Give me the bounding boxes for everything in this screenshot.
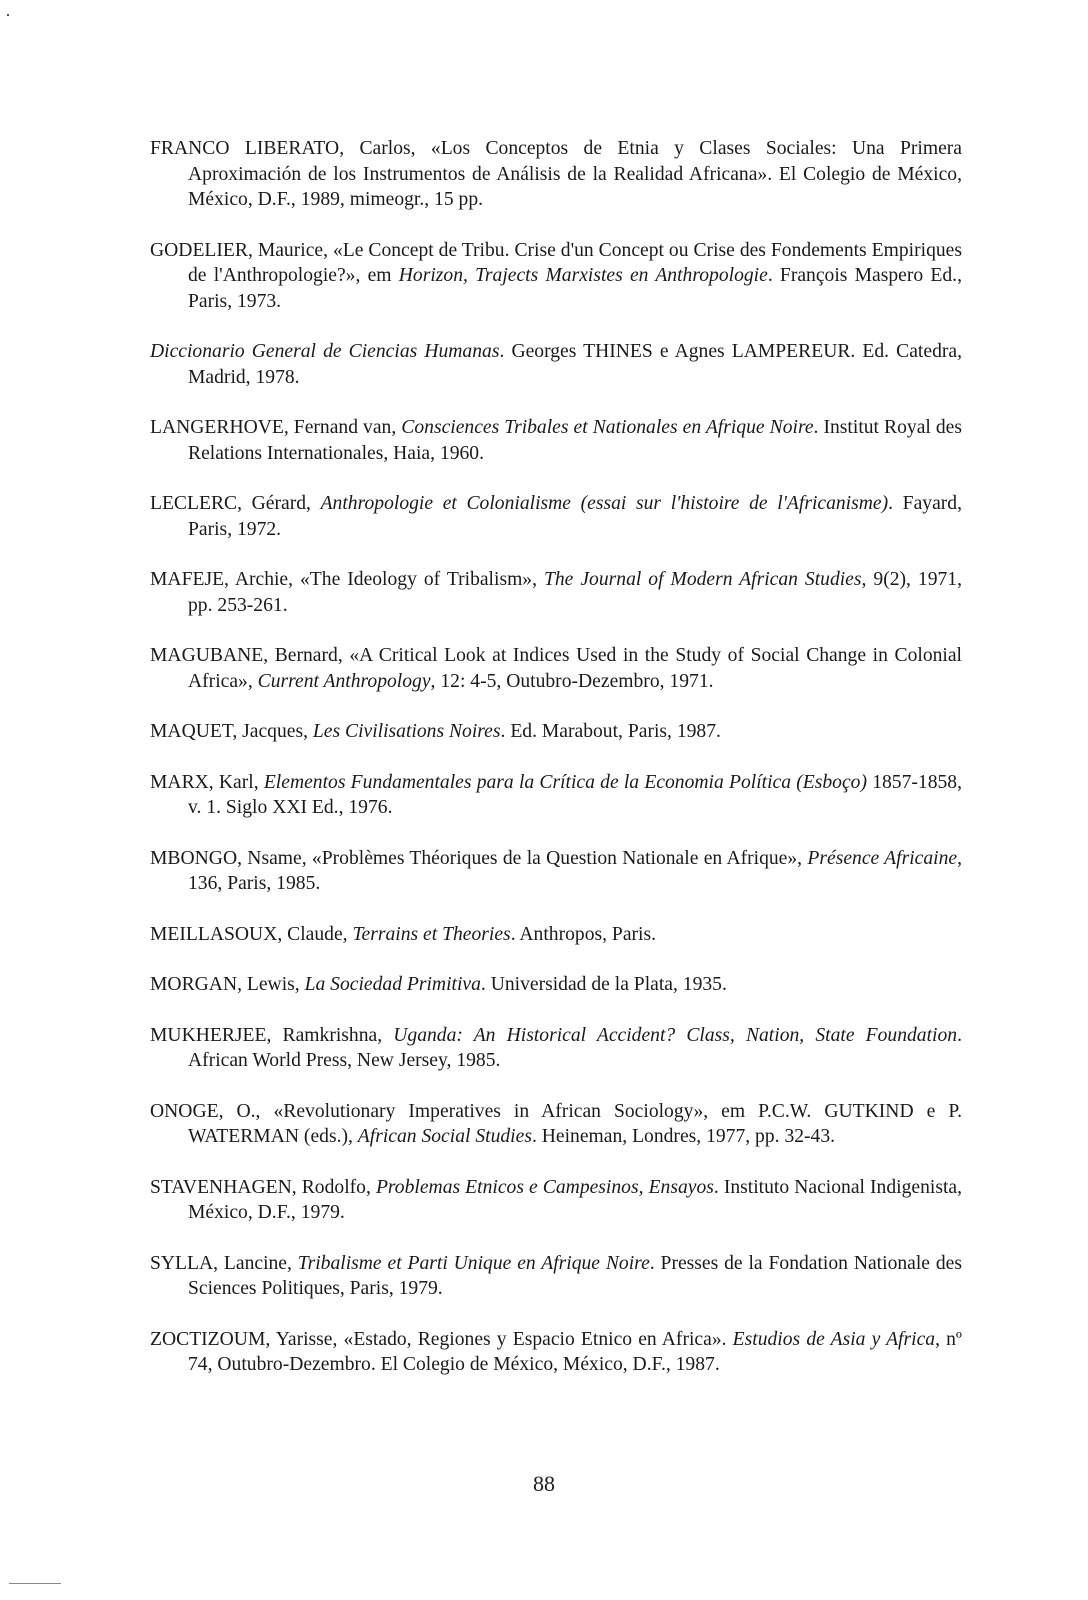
entry-details: . Fayard, Paris, 1972. bbox=[188, 493, 962, 540]
bibliography-entry bbox=[150, 339, 962, 390]
entry-details: . African World Press, New Jersey, 1985. bbox=[188, 1024, 962, 1071]
entry-text: MORGAN, Lewis, bbox=[150, 974, 305, 995]
scan-mark bbox=[9, 1583, 61, 1584]
entry-text: MUKHERJEE, Ramkrishna, bbox=[150, 1024, 394, 1046]
entry-details: . Institut Royal des Relations Internationales, Haia, 1960. bbox=[188, 417, 962, 464]
entry-title: Consciences Tribales et Nationales en Afrique Noire bbox=[401, 417, 814, 438]
entry-title: Diccionario General de Ciencias Humanas bbox=[150, 341, 500, 362]
entry-text: LANGERHOVE, Fernand van, bbox=[150, 417, 402, 438]
entry-text: MAFEJE, Archie, «The Ideology of Tribalism», bbox=[150, 569, 544, 590]
entry-details: . Heineman, Londres, 1977, pp. 32-43. bbox=[531, 1126, 836, 1147]
entry-title: Présence Africaine bbox=[807, 847, 958, 869]
bibliography-entry bbox=[150, 643, 962, 694]
entry-text: MAQUET, Jacques, bbox=[150, 721, 313, 742]
entry-text: MBONGO, Nsame, «Problèmes Théoriques de la Question Nationale en Afrique», bbox=[150, 847, 808, 869]
bibliography-entry bbox=[150, 491, 962, 542]
entry-title: La Sociedad Primitiva bbox=[304, 974, 481, 995]
entry-details: . Presses de la Fondation Nationale des Sciences Politiques, Paris, 1979. bbox=[188, 1252, 962, 1299]
bibliography-entry bbox=[150, 567, 962, 618]
entry-details: . François Maspero Ed., Paris, 1973. bbox=[188, 265, 962, 312]
entry-details: . Anthropos, Paris. bbox=[510, 923, 657, 945]
bibliography-entry bbox=[150, 238, 962, 315]
entry-title: Problemas Etnicos e Campesinos, Ensayos bbox=[375, 1176, 714, 1198]
entry-details: , 9(2), 1971, pp. 253-261. bbox=[188, 569, 962, 616]
entry-title: African Social Studies bbox=[357, 1126, 532, 1147]
entry-details: , 136, Paris, 1985. bbox=[188, 847, 962, 894]
entry-title: Uganda: An Historical Accident? Class, Nation, State Foundation bbox=[393, 1024, 958, 1046]
scan-speck bbox=[7, 14, 9, 16]
entry-details: . Universidad de la Plata, 1935. bbox=[480, 974, 727, 995]
entry-text: MAGUBANE, Bernard, «A Critical Look at Indices Used in the Study of Social Change in Colonial Africa», bbox=[150, 645, 962, 692]
entry-text: MEILLASOUX, Claude, bbox=[150, 923, 353, 945]
bibliography-entry bbox=[150, 770, 962, 821]
entry-title: Terrains et Theories bbox=[352, 923, 511, 945]
bibliography-entry bbox=[150, 136, 962, 213]
entry-text: ONOGE, O., «Revolutionary Imperatives in African Sociology», em P.C.W. GUTKIND e P. WATERMAN (eds.), bbox=[150, 1100, 962, 1147]
bibliography-entry bbox=[150, 972, 962, 998]
entry-title: Elementos Fundamentales para la Crítica de la Economia Política (Esboço) bbox=[263, 771, 867, 793]
bibliography-entry bbox=[150, 1251, 962, 1302]
entry-text: FRANCO LIBERATO, Carlos, «Los Conceptos de Etnia y Clases Sociales: Una Primera Aproximación de los Instrumentos de Análisis de la Realidad Africana». El Colegio de México, México, D.F., 1989, mimeogr., 15 pp. bbox=[150, 138, 962, 210]
entry-text: MARX, Karl, bbox=[150, 771, 264, 793]
bibliography-entry bbox=[150, 1099, 962, 1150]
entry-text: STAVENHAGEN, Rodolfo, bbox=[150, 1176, 376, 1198]
entry-details: , 12: 4-5, Outubro-Dezembro, 1971. bbox=[430, 670, 714, 692]
entry-text: SYLLA, Lancine, bbox=[150, 1252, 298, 1274]
entry-details: . Ed. Marabout, Paris, 1987. bbox=[500, 721, 721, 742]
entry-details: . Georges THINES e Agnes LAMPEREUR. Ed. Catedra, Madrid, 1978. bbox=[188, 341, 962, 388]
entry-text: LECLERC, Gérard, bbox=[150, 493, 321, 514]
bibliography-entry bbox=[150, 1327, 962, 1378]
bibliography-entry bbox=[150, 415, 962, 466]
entry-title: Horizon, Trajects Marxistes en Anthropologie bbox=[398, 265, 768, 286]
entry-title: Current Anthropology bbox=[257, 670, 431, 692]
entry-title: The Journal of Modern African Studies bbox=[543, 569, 862, 590]
entry-details: 1857-1858, v. 1. Siglo XXI Ed., 1976. bbox=[188, 771, 963, 818]
entry-title: Anthropologie et Colonialisme (essai sur l'histoire de l'Africanisme) bbox=[320, 493, 889, 514]
bibliography-entry bbox=[150, 719, 962, 745]
bibliography-entry bbox=[150, 1175, 962, 1226]
bibliography-list bbox=[150, 136, 962, 1403]
bibliography-entry bbox=[150, 1023, 962, 1074]
entry-title: Estudios de Asia y Africa bbox=[732, 1328, 936, 1350]
entry-title: Les Civilisations Noires bbox=[312, 721, 501, 742]
entry-text: ZOCTIZOUM, Yarisse, «Estado, Regiones y Espacio Etnico en Africa». bbox=[150, 1328, 733, 1350]
bibliography-entry bbox=[150, 922, 962, 948]
page-number: 88 bbox=[533, 1471, 555, 1496]
entry-details: . Instituto Nacional Indigenista, México, D.F., 1979. bbox=[188, 1176, 962, 1223]
bibliography-entry bbox=[150, 846, 962, 897]
entry-text: GODELIER, Maurice, «Le Concept de Tribu. Crise d'un Concept ou Crise des Fondements Empiriques de l'Anthropologie?», em bbox=[150, 239, 962, 286]
entry-title: Tribalisme et Parti Unique en Afrique Noire bbox=[297, 1252, 650, 1274]
entry-details: , nº 74, Outubro-Dezembro. El Colegio de México, México, D.F., 1987. bbox=[188, 1328, 963, 1375]
